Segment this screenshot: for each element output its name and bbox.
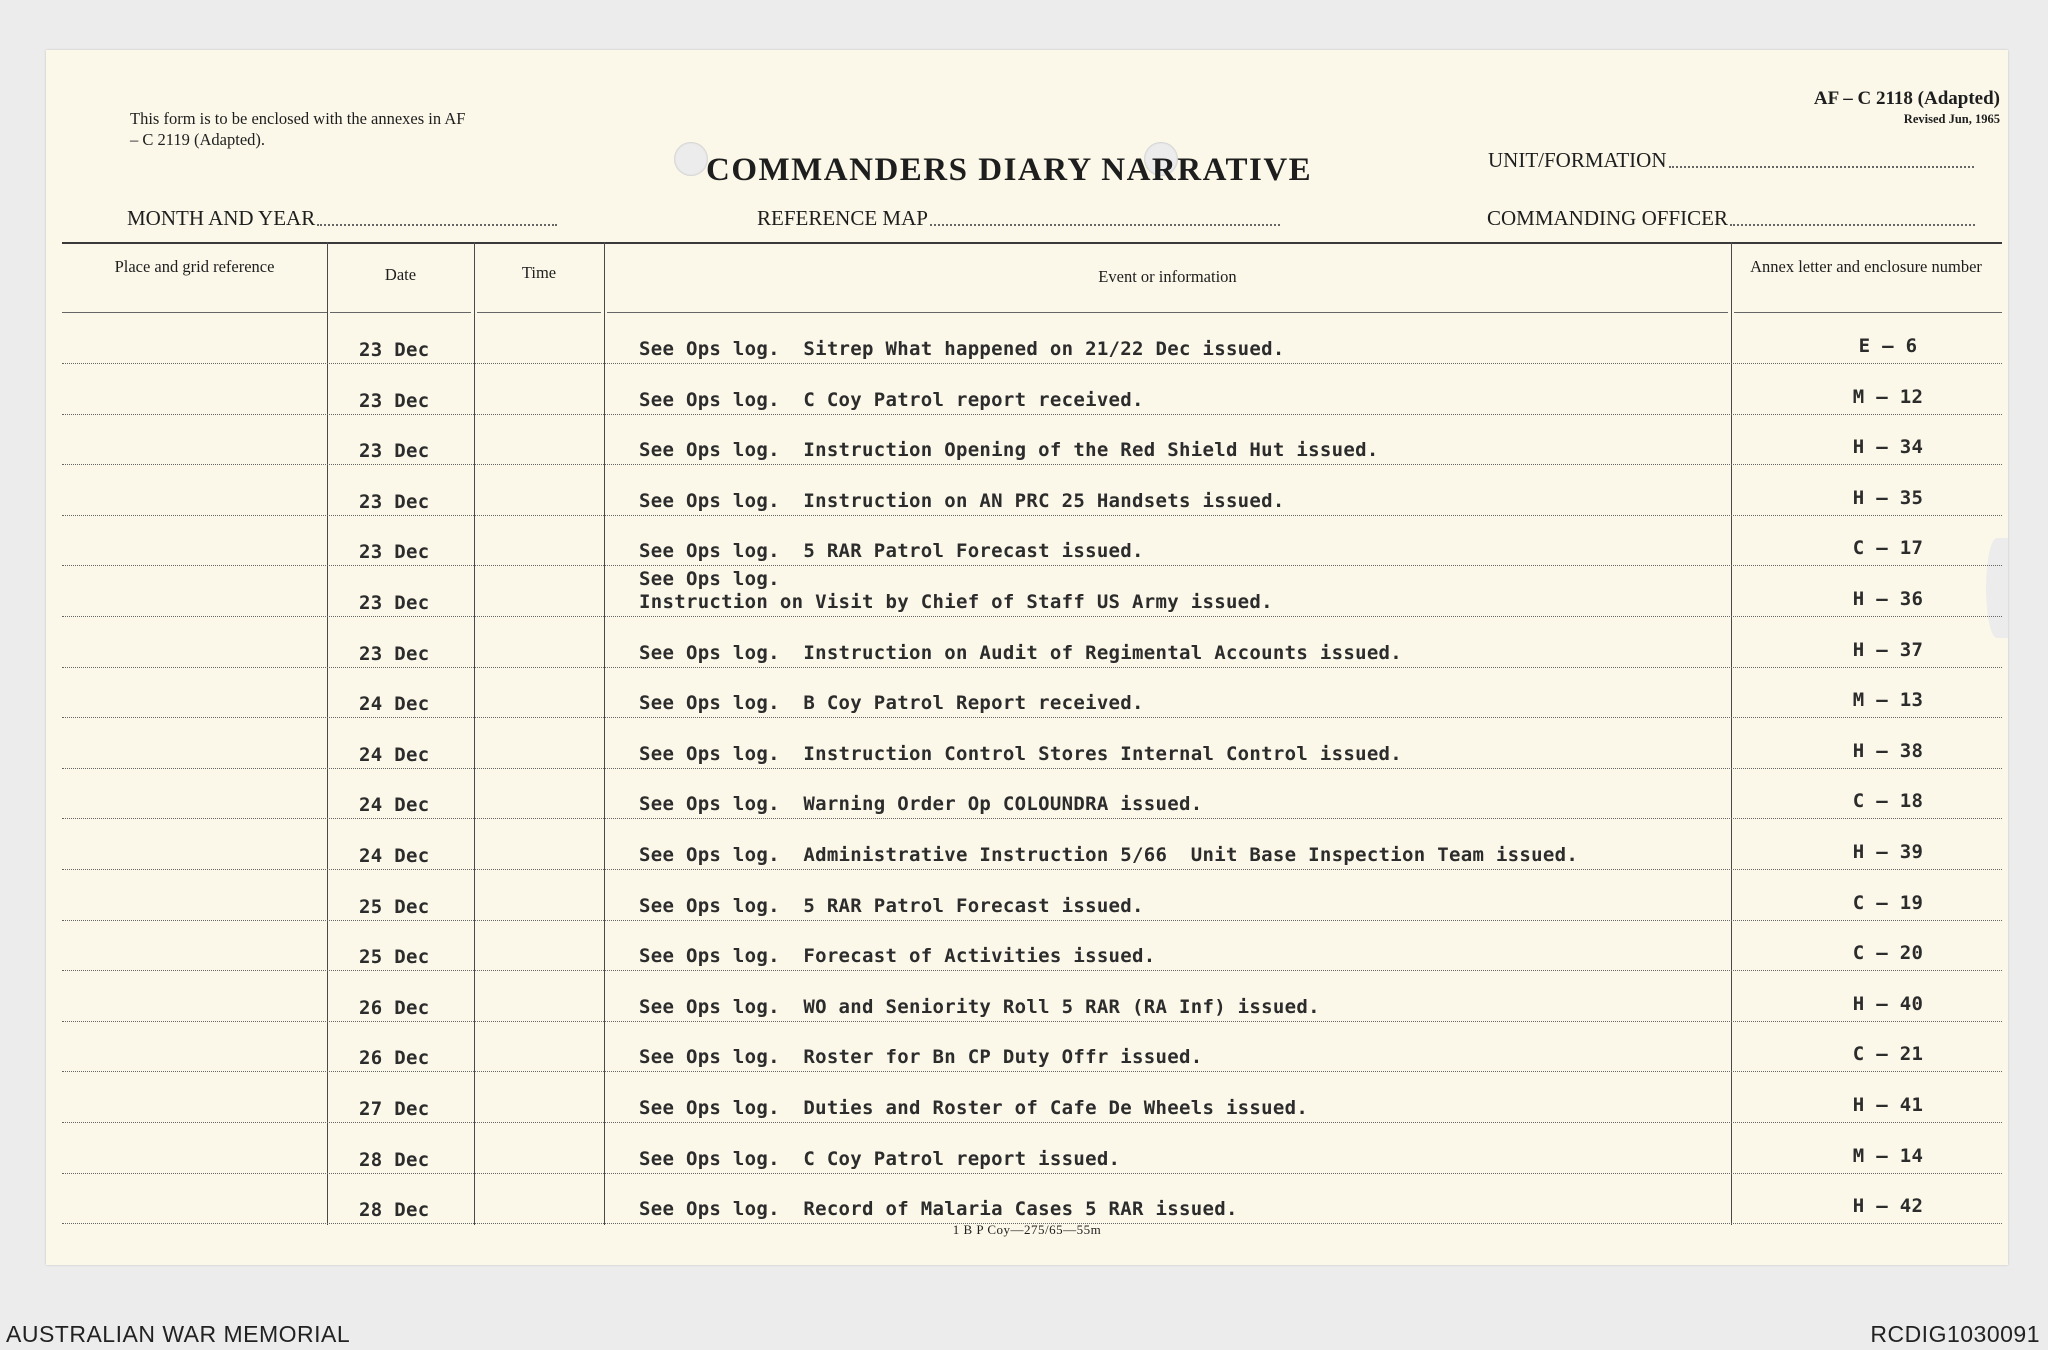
entry-annex: C – 19 bbox=[1852, 891, 1924, 914]
col-header-event: Event or information bbox=[1098, 267, 1237, 286]
entry-event: See Ops log. Instruction on Audit of Regimental Accounts issued. bbox=[639, 641, 1403, 664]
unit-formation-line bbox=[1669, 165, 1974, 168]
entry-annex: C – 21 bbox=[1852, 1043, 1924, 1066]
commanding-officer-label: COMMANDING OFFICER bbox=[1487, 206, 1728, 230]
printer-imprint: 1 B P Coy—275/65—55m bbox=[952, 1222, 1102, 1237]
table-row bbox=[62, 1073, 2002, 1123]
month-year-line bbox=[317, 223, 557, 226]
entry-date: 24 Dec bbox=[359, 845, 430, 867]
entry-annex: M – 14 bbox=[1852, 1144, 1924, 1167]
header-rule bbox=[1734, 312, 2002, 313]
entry-date: 27 Dec bbox=[359, 1098, 430, 1120]
month-year-label: MONTH AND YEAR bbox=[127, 206, 316, 230]
commanding-officer-line bbox=[1730, 223, 1975, 226]
table-row bbox=[62, 1124, 2002, 1174]
entry-event: See Ops log. 5 RAR Patrol Forecast issued. bbox=[639, 540, 1144, 563]
entry-date: 28 Dec bbox=[359, 1148, 430, 1171]
table-row bbox=[62, 972, 2002, 1022]
table-row bbox=[62, 1022, 2002, 1072]
entry-annex: H – 41 bbox=[1852, 1094, 1924, 1116]
entry-event: See Ops log. Sitrep What happened on 21/22 Dec issued. bbox=[639, 338, 1285, 360]
entry-date: 26 Dec bbox=[359, 1047, 430, 1070]
entry-annex: H – 39 bbox=[1852, 841, 1924, 863]
entry-date: 28 Dec bbox=[359, 1199, 430, 1222]
col-header-time: Time bbox=[521, 263, 557, 282]
unit-formation-field bbox=[1488, 148, 1974, 173]
entry-date: 25 Dec bbox=[359, 895, 430, 918]
entry-event: See Ops log. Instruction on Visit by Chief of Staff US Army issued. bbox=[639, 568, 1273, 613]
entry-event: See Ops log. Instruction Opening of the Red Shield Hut issued. bbox=[639, 439, 1379, 462]
entry-annex: H – 36 bbox=[1852, 588, 1924, 610]
table-row bbox=[62, 820, 2002, 870]
table-row bbox=[62, 415, 2002, 465]
unit-formation-label: UNIT/FORMATION bbox=[1488, 148, 1667, 172]
col-header-place: Place and grid reference bbox=[114, 257, 275, 276]
entry-event: See Ops log. C Coy Patrol report issued. bbox=[639, 1147, 1121, 1170]
table-row bbox=[62, 719, 2002, 769]
table-row bbox=[62, 618, 2002, 668]
entry-event: See Ops log. C Coy Patrol report received. bbox=[639, 388, 1144, 411]
form-revision: Revised Jun, 1965 bbox=[1903, 112, 2000, 126]
entry-date: 23 Dec bbox=[359, 541, 430, 564]
table-row bbox=[62, 567, 2002, 617]
entry-annex: M – 12 bbox=[1852, 385, 1924, 408]
entry-date: 25 Dec bbox=[359, 946, 430, 969]
entry-date: 23 Dec bbox=[359, 490, 430, 513]
entry-annex: H – 37 bbox=[1852, 638, 1924, 661]
entry-event: See Ops log. WO and Seniority Roll 5 RAR (RA Inf) issued. bbox=[639, 995, 1320, 1018]
entry-event: See Ops log. Forecast of Activities issued. bbox=[639, 945, 1156, 968]
reference-map-line bbox=[930, 223, 1280, 226]
entry-event: See Ops log. 5 RAR Patrol Forecast issued. bbox=[639, 894, 1144, 917]
entry-event: See Ops log. Roster for Bn CP Duty Offr issued. bbox=[639, 1046, 1203, 1069]
entry-annex: H – 35 bbox=[1852, 486, 1924, 509]
entry-date: 24 Dec bbox=[359, 743, 430, 766]
diary-form-sheet bbox=[46, 50, 2008, 1265]
enclosure-note: This form is to be enclosed with the annexes in AF – C 2119 (Adapted). bbox=[130, 109, 466, 149]
entry-event: See Ops log. B Coy Patrol Report received. bbox=[639, 692, 1144, 715]
entry-date: 26 Dec bbox=[359, 996, 430, 1019]
table-top-rule bbox=[62, 242, 2002, 244]
form-title: COMMANDERS DIARY NARRATIVE bbox=[706, 152, 1313, 188]
entry-annex: C – 17 bbox=[1852, 537, 1924, 560]
entry-date: 23 Dec bbox=[359, 440, 430, 463]
entry-annex: M – 13 bbox=[1852, 689, 1924, 712]
punch-hole bbox=[674, 142, 708, 176]
table-row bbox=[62, 466, 2002, 516]
table-row bbox=[62, 365, 2002, 415]
header-rule bbox=[62, 312, 327, 313]
entry-event: See Ops log. Warning Order Op COLOUNDRA issued. bbox=[639, 793, 1203, 816]
table-row bbox=[62, 516, 2002, 566]
form-code: AF – C 2118 (Adapted) bbox=[1813, 88, 2000, 109]
table-row bbox=[62, 314, 2002, 364]
entry-annex: H – 38 bbox=[1852, 739, 1924, 762]
month-year-field bbox=[127, 206, 557, 231]
entry-date: 23 Dec bbox=[359, 339, 430, 361]
reference-map-field bbox=[757, 206, 1280, 231]
entry-event: See Ops log. Instruction on AN PRC 25 Handsets issued. bbox=[639, 489, 1285, 512]
archive-credit: AUSTRALIAN WAR MEMORIAL bbox=[6, 1321, 351, 1347]
header-rule bbox=[607, 312, 1728, 313]
table-row bbox=[62, 769, 2002, 819]
reference-map-label: REFERENCE MAP bbox=[757, 206, 928, 230]
header-rule bbox=[477, 312, 601, 313]
entry-event: See Ops log. Record of Malaria Cases 5 RAR issued. bbox=[639, 1198, 1238, 1221]
archive-id: RCDIG1030091 bbox=[1870, 1321, 2040, 1347]
entry-annex: C – 18 bbox=[1852, 790, 1924, 813]
entry-date: 23 Dec bbox=[359, 642, 430, 665]
entry-annex: E – 6 bbox=[1858, 335, 1918, 357]
commanding-officer-field bbox=[1487, 206, 1975, 231]
entry-annex: H – 40 bbox=[1852, 992, 1924, 1015]
entry-date: 23 Dec bbox=[359, 389, 430, 412]
table-row bbox=[62, 871, 2002, 921]
entry-event: See Ops log. Duties and Roster of Cafe De Wheels issued. bbox=[639, 1097, 1309, 1119]
col-header-annex: Annex letter and enclosure number bbox=[1750, 257, 1982, 276]
entry-date: 23 Dec bbox=[359, 592, 430, 614]
entry-date: 24 Dec bbox=[359, 794, 430, 817]
header-rule bbox=[330, 312, 471, 313]
entry-date: 24 Dec bbox=[359, 693, 430, 716]
entry-annex: H – 34 bbox=[1852, 436, 1924, 459]
table-row bbox=[62, 921, 2002, 971]
col-header-date: Date bbox=[384, 265, 417, 284]
entry-annex: H – 42 bbox=[1852, 1195, 1924, 1218]
entry-annex: C – 20 bbox=[1852, 942, 1924, 965]
entry-event: See Ops log. Instruction Control Stores Internal Control issued. bbox=[639, 742, 1403, 765]
table-row bbox=[62, 1174, 2002, 1224]
entry-event: See Ops log. Administrative Instruction 5/66 Unit Base Inspection Team issued. bbox=[639, 844, 1579, 866]
table-row bbox=[62, 668, 2002, 718]
